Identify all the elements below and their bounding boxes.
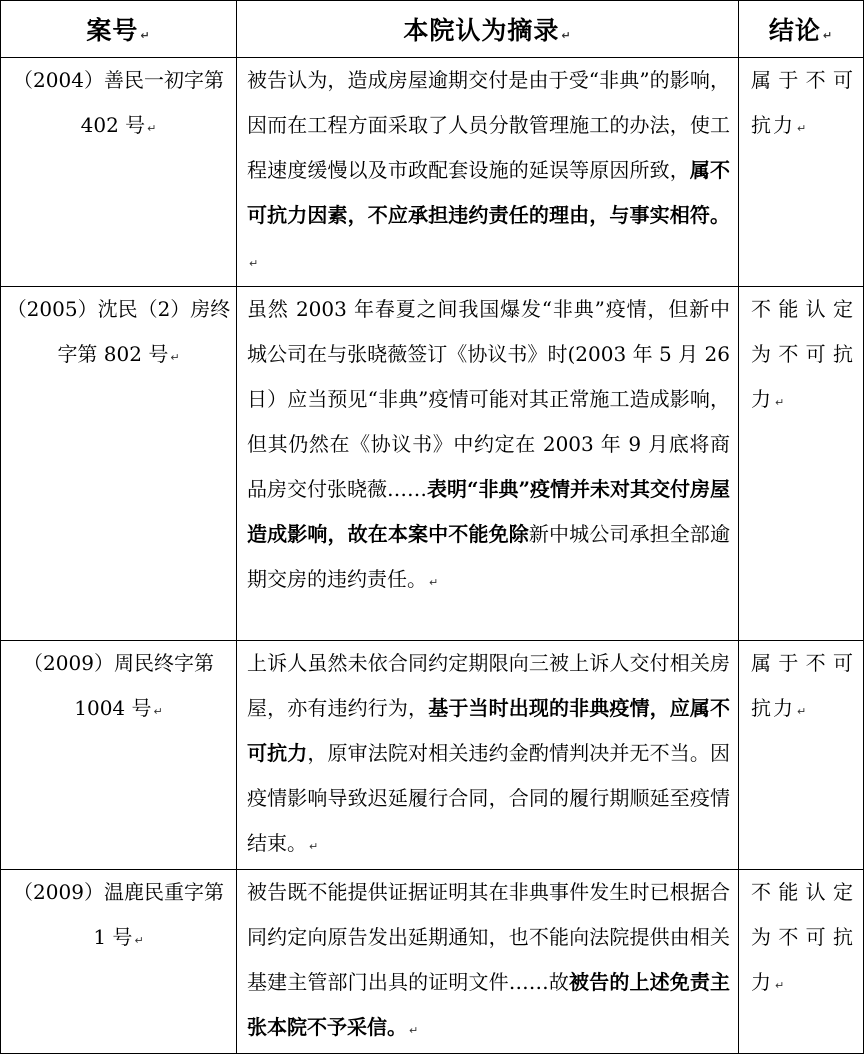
excerpt-cell: 虽然 2003 年春夏之间我国爆发“非典”疫情，但新中城公司在与张晓薇签订《协议书》时(2003 年 5 月 26 日）应当预见“非典”疫情可能对其正常施工造成影响，但其仍然在《协议书》中约定在 2003 年 9 月底将商品房交付张晓薇……表明“非典”疫情并未对其交付房屋造成影响，故在本案中不能免除新中城公司承担全部逾期交房的违约责任。 ↵ — [237, 287, 739, 641]
paragraph-mark-icon: ↵ — [309, 840, 319, 853]
case-number-cell: （2009）周民终字第 1004 号 ↵ — [1, 641, 237, 870]
excerpt-emphasis: 属不可抗力因素，不应承担违约责任的理由，与事实相符。 — [247, 158, 731, 227]
excerpt-cell: 被告认为，造成房屋逾期交付是由于受“非典”的影响，因而在工程方面采取了人员分散管理施工的办法，使工程速度缓慢以及市政配套设施的延误等原因所致，属不可抗力因素，不应承担违约责任的理由，与事实相符。↵ — [237, 58, 739, 287]
header-row — [1, 1, 864, 58]
excerpt-emphasis: 基于当时出现的非典疫情，应属不可抗力 — [247, 696, 731, 765]
conclusion-cell: 不能认定为不可抗力 ↵ — [739, 870, 864, 1054]
excerpt-emphasis: 被告的上述免责主张本院不予采信。 — [247, 970, 731, 1039]
header-case: 案号 ↵ — [1, 1, 237, 58]
table-row — [1, 287, 864, 641]
excerpt-cell: 上诉人虽然未依合同约定期限向三被上诉人交付相关房屋，亦有违约行为，基于当时出现的非典疫情，应属不可抗力，原审法院对相关违约金酌情判决并无不当。因疫情影响导致迟延履行合同，合同的履行期顺延至疫情结束。 ↵ — [237, 641, 739, 870]
excerpt-emphasis: 表明“非典”疫情并未对其交付房屋造成影响，故在本案中不能免除 — [247, 477, 731, 546]
table-row — [1, 870, 864, 1054]
paragraph-mark-icon: ↵ — [775, 979, 787, 992]
table-row — [1, 58, 864, 287]
header-excerpt: 本院认为摘录 ↵ — [237, 1, 739, 58]
paragraph-mark-icon: ↵ — [797, 122, 809, 135]
conclusion-cell: 属于不可抗力 ↵ — [739, 58, 864, 287]
conclusion-cell: 不能认定为不可抗力 ↵ — [739, 287, 864, 641]
paragraph-mark-icon: ↵ — [409, 1024, 419, 1037]
paragraph-mark-icon: ↵ — [429, 576, 439, 589]
case-number-cell: （2004）善民一初字第 402 号 ↵ — [1, 58, 237, 287]
table-row — [1, 641, 864, 870]
paragraph-mark-icon: ↵ — [561, 29, 572, 42]
paragraph-mark-icon: ↵ — [170, 351, 180, 364]
header-conclusion: 结论 ↵ — [739, 1, 864, 58]
case-number-cell: （2009）温鹿民重字第 1 号 ↵ — [1, 870, 237, 1054]
paragraph-mark-icon: ↵ — [797, 705, 809, 718]
paragraph-mark-icon: ↵ — [775, 396, 787, 409]
paragraph-mark-icon: ↵ — [249, 257, 259, 270]
paragraph-mark-icon: ↵ — [134, 934, 144, 947]
paragraph-mark-icon: ↵ — [140, 29, 151, 42]
excerpt-cell: 被告既不能提供证据证明其在非典事件发生时已根据合同约定向原告发出延期通知，也不能向法院提供由相关基建主管部门出具的证明文件……故被告的上述免责主张本院不予采信。 ↵ — [237, 870, 739, 1054]
paragraph-mark-icon: ↵ — [153, 705, 163, 718]
paragraph-mark-icon: ↵ — [822, 29, 834, 42]
conclusion-cell: 属于不可抗力 ↵ — [739, 641, 864, 870]
paragraph-mark-icon: ↵ — [147, 122, 157, 135]
case-number-cell: （2005）沈民（2）房终字第 802 号 ↵ — [1, 287, 237, 641]
